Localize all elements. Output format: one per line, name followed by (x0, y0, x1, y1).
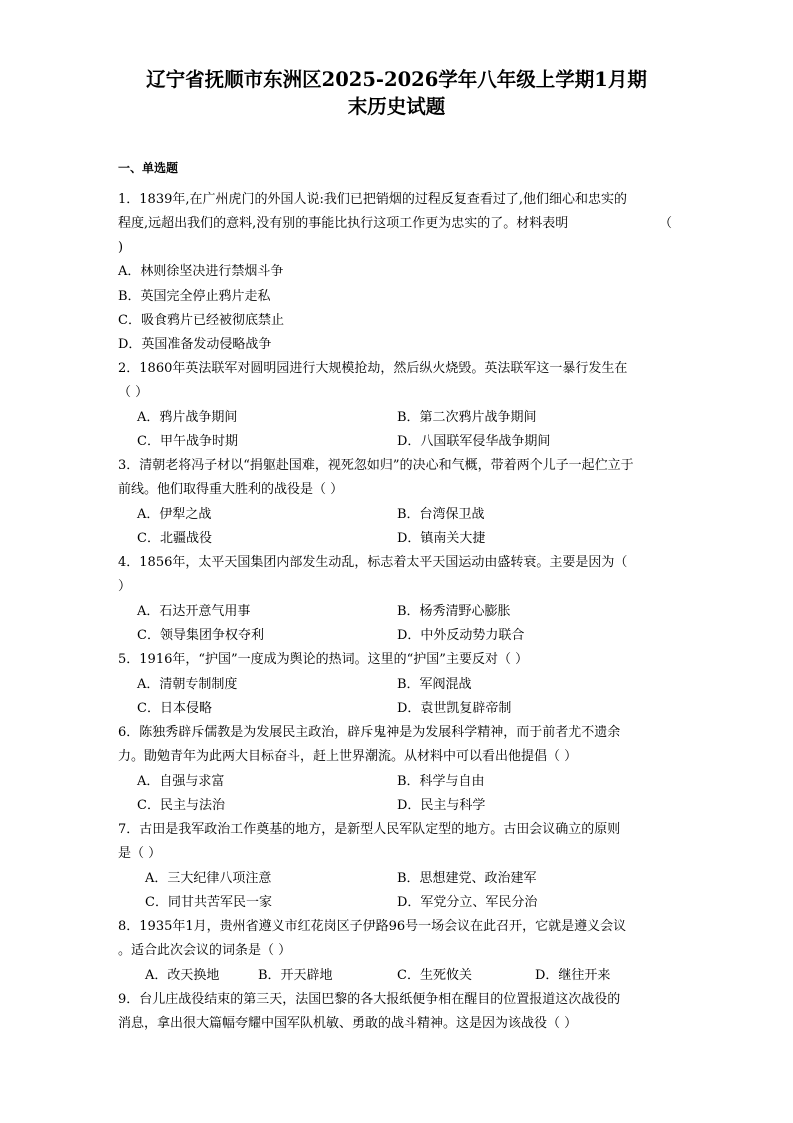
question-9-stem-line-2: 消息，拿出很大篇幅夸耀中国军队机敏、勇敢的战斗精神。这是因为该战役（ ） (118, 1016, 578, 1031)
question-5-stem-line-1: 5．1916年，“护国”一度成为舆论的热词。这里的“护国”主要反对（ ） (118, 652, 529, 667)
exam-title (100, 66, 693, 120)
question-6-stem-line-1: 6．陈独秀辟斥儒教是为发展民主政治，辟斥鬼神是为发展科学精神，而于前者尤不遗余 (118, 725, 621, 740)
question-2-option-c: C．甲午战争时期 (137, 434, 238, 449)
question-5-option-c: C．日本侵略 (137, 701, 212, 716)
question-5-option-d: D．袁世凯复辟帝制 (397, 701, 512, 716)
question-1-option-a: A．林则徐坚决进行禁烟斗争 (118, 264, 284, 279)
question-1-stem-line-2: 程度,远超出我们的意料,没有别的事能比执行这项工作更为忠实的了。材料表明 (118, 216, 569, 231)
question-3-option-d: D．镇南关大捷 (397, 531, 486, 546)
question-7-option-a: A．三大纪律八项注意 (145, 871, 272, 886)
question-2-option-d: D．八国联军侵华战争期间 (397, 434, 551, 449)
question-5-option-a: A．清朝专制制度 (137, 677, 238, 692)
question-6-option-c: C．民主与法治 (137, 798, 225, 813)
question-2-stem-line-2: （ ） (118, 385, 149, 400)
question-2-option-a: A．鸦片战争期间 (137, 410, 238, 425)
section-heading: 一、单选题 (118, 161, 179, 175)
question-6-option-b: B．科学与自由 (397, 774, 485, 789)
question-4-option-a: A．石达开意气用事 (137, 604, 251, 619)
question-1-option-d: D．英国准备发动侵略战争 (118, 337, 272, 352)
question-1-option-b: B．英国完全停止鸦片走私 (118, 289, 271, 304)
question-7-stem-line-2: 是（ ） (118, 846, 162, 861)
question-3-stem-line-2: 前线。他们取得重大胜利的战役是（ ） (118, 482, 344, 497)
question-8-option-c: C．生死攸关 (397, 968, 472, 983)
question-1-option-c: C．吸食鸦片已经被彻底禁止 (118, 313, 284, 328)
question-1-answer-paren: （ (659, 216, 673, 231)
question-5-option-b: B．军阀混战 (397, 677, 472, 692)
question-2-stem-line-1: 2．1860年英法联军对圆明园进行大规模抢劫，然后纵火烧毁。英法联军这一暴行发生在 (118, 361, 628, 376)
question-4-option-d: D．中外反动势力联合 (397, 628, 525, 643)
question-4-stem-line-2: ） (118, 579, 132, 594)
question-6-option-d: D．民主与科学 (397, 798, 486, 813)
question-8-stem-line-2: 。适合此次会议的词条是（ ） (118, 943, 292, 958)
question-8-option-d: D．继往开来 (535, 968, 611, 983)
question-3-option-a: A．伊犁之战 (137, 507, 212, 522)
question-7-option-c: C．同甘共苦军民一家 (145, 895, 272, 910)
question-4-option-c: C．领导集团争权夺利 (137, 628, 264, 643)
question-6-option-a: A．自强与求富 (137, 774, 225, 789)
question-3-option-c: C．北疆战役 (137, 531, 212, 546)
exam-title-line-2: 末历史试题 (347, 95, 446, 118)
question-4-option-b: B．杨秀清野心膨胀 (397, 604, 511, 619)
question-8-option-a: A．改天换地 (145, 968, 220, 983)
question-1-stem-line-1: 1．1839年,在广州虎门的外国人说:我们已把销烟的过程反复查看过了,他们细心和忠实的 (118, 192, 628, 207)
question-6-stem-line-2: 力。勖勉青年为此两大目标奋斗，赶上世界潮流。从材料中可以看出他提倡（ ） (118, 749, 578, 764)
question-3-option-b: B．台湾保卫战 (397, 507, 485, 522)
question-7-option-d: D．军党分立、军民分治 (397, 895, 538, 910)
question-8-stem-line-1: 8．1935年1月，贵州省遵义市红花岗区子伊路96号一场会议在此召开，它就是遵义会议 (118, 919, 627, 934)
exam-title-line-1: 辽宁省抚顺市东洲区2025-2026学年八年级上学期1月期 (146, 68, 647, 91)
question-2-option-b: B．第二次鸦片战争期间 (397, 410, 537, 425)
question-3-stem-line-1: 3．清朝老将冯子材以“捐躯赴国难，视死忽如归”的决心和气概，带着两个儿子一起伫立于 (118, 458, 634, 473)
question-8-option-b: B．开天辟地 (258, 968, 333, 983)
question-7-option-b: B．思想建党、政治建军 (397, 871, 537, 886)
question-7-stem-line-1: 7．古田是我军政治工作奠基的地方，是新型人民军队定型的地方。古田会议确立的原则 (118, 822, 621, 837)
question-9-stem-line-1: 9．台儿庄战役结束的第三天，法国巴黎的各大报纸便争相在醒目的位置报道这次战役的 (118, 992, 621, 1007)
question-4-stem-line-1: 4．1856年，太平天国集团内部发生动乱，标志着太平天国运动由盛转衰。主要是因为（ (118, 555, 628, 570)
question-1-stem-line-3: ) (118, 240, 124, 255)
